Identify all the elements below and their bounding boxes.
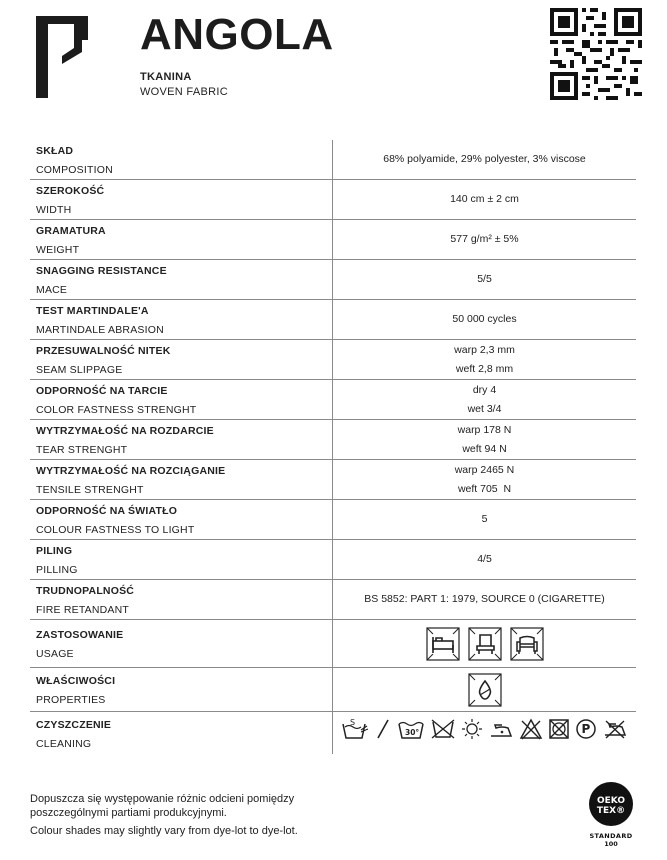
product-title: ANGOLA	[140, 10, 334, 59]
spec-value: 50 000 cycles	[452, 313, 517, 325]
spec-label-pl: PILING	[36, 545, 73, 557]
do-not-tumble-dry-icon	[430, 718, 456, 740]
do-not-machine-dry-icon	[548, 718, 570, 740]
brand-logo	[36, 16, 88, 98]
hand-wash-icon	[341, 718, 369, 740]
specification-table	[30, 140, 636, 754]
spec-label-en: MARTINDALE ABRASION	[36, 324, 164, 336]
spec-label-pl: TRUDNOPALNOŚĆ	[36, 585, 135, 597]
spec-label-en: MACE	[36, 284, 68, 296]
usage-icons	[426, 627, 544, 661]
oeko-standard: STANDARD	[589, 832, 633, 840]
spec-value: 68% polyamide, 29% polyester, 3% viscose	[383, 153, 586, 165]
spec-label-pl: WYTRZYMAŁOŚĆ NA ROZDARCIE	[36, 425, 214, 437]
oeko-standard-number: 100	[604, 840, 618, 848]
oeko-line-1: OEKO	[596, 796, 626, 806]
armchair-usage-icon	[510, 627, 544, 661]
spec-row-properties	[30, 668, 636, 712]
spec-row-tensile-strength	[30, 460, 636, 500]
spec-label-en: WIDTH	[36, 204, 72, 216]
spec-row-light-fastness	[30, 500, 636, 540]
spec-row-cleaning	[30, 712, 636, 754]
spec-label-en: PROPERTIES	[36, 694, 106, 706]
spec-value: 5/5	[477, 273, 492, 285]
spec-row-color-fastness	[30, 380, 636, 420]
spec-row-width	[30, 180, 636, 220]
spec-label-pl: PRZESUWALNOŚĆ NITEK	[36, 345, 171, 357]
spec-label-en: FIRE RETANDANT	[36, 604, 130, 616]
spec-label-en: CLEANING	[36, 738, 92, 750]
spec-label-en: SEAM SLIPPAGE	[36, 364, 123, 376]
product-type-pl: TKANINA	[140, 71, 192, 83]
spec-value: warp 178 N	[457, 423, 512, 436]
spec-label-pl: SZEROKOŚĆ	[36, 185, 105, 197]
spec-value: warp 2465 N	[454, 463, 515, 476]
spec-label-en: PILLING	[36, 564, 78, 576]
care-icons	[341, 718, 628, 740]
spec-row-tear-strength	[30, 420, 636, 460]
spec-value: weft 705 N	[457, 482, 512, 495]
property-icons	[468, 673, 502, 707]
spec-label-pl: SKŁAD	[36, 145, 74, 157]
spec-label-pl: CZYSZCZENIE	[36, 719, 112, 731]
wash-temperature: 30°	[405, 728, 420, 737]
spec-value: 5	[481, 513, 488, 525]
water-repellent-icon	[468, 673, 502, 707]
spec-value: weft 94 N	[462, 442, 507, 455]
color-variance-note-en: Colour shades may slightly vary from dye-lot to dye-lot.	[30, 825, 298, 837]
do-not-dry-clean-icon	[519, 718, 543, 740]
spec-label-en: WEIGHT	[36, 244, 80, 256]
do-not-bleach-icon	[374, 718, 392, 740]
bed-usage-icon	[426, 627, 460, 661]
qr-code	[550, 8, 642, 100]
spec-row-fire-retardant	[30, 580, 636, 620]
professional-clean-p-icon	[575, 718, 597, 740]
chair-usage-icon	[468, 627, 502, 661]
oeko-tex-badge	[586, 782, 636, 852]
spec-label-pl: ZASTOSOWANIE	[36, 629, 124, 641]
do-not-dry-in-sun-icon	[461, 718, 483, 740]
spec-label-pl: WŁAŚCIWOŚCI	[36, 675, 116, 687]
spec-label-pl: ODPORNOŚĆ NA TARCIE	[36, 385, 168, 397]
spec-value: BS 5852: PART 1: 1979, SOURCE 0 (CIGARETTE)	[364, 593, 605, 605]
spec-value: weft 2,8 mm	[455, 362, 514, 375]
spec-row-seam-slippage	[30, 340, 636, 380]
spec-row-pilling	[30, 540, 636, 580]
spec-label-pl: SNAGGING RESISTANCE	[36, 265, 167, 277]
spec-value: dry 4	[472, 383, 497, 396]
spec-value: 577 g/m² ± 5%	[450, 233, 519, 245]
spec-label-pl: WYTRZYMAŁOŚĆ NA ROZCIĄGANIE	[36, 465, 226, 477]
spec-value: warp 2,3 mm	[454, 343, 515, 356]
spec-value: 140 cm ± 2 cm	[450, 193, 519, 205]
iron-low-icon	[488, 718, 514, 740]
spec-value: 4/5	[477, 553, 492, 565]
spec-label-pl: TEST MARTINDALE'A	[36, 305, 149, 317]
spec-label-en: COLOR FASTNESS STRENGHT	[36, 404, 197, 416]
spec-row-martindale	[30, 300, 636, 340]
product-type-en: WOVEN FABRIC	[140, 86, 228, 98]
wash-30-icon	[397, 718, 425, 740]
spec-row-weight	[30, 220, 636, 260]
spec-label-en: TENSILE STRENGHT	[36, 484, 144, 496]
spec-value: wet 3/4	[467, 402, 502, 415]
spec-label-pl: GRAMATURA	[36, 225, 106, 237]
spec-row-usage	[30, 620, 636, 668]
pro-clean-letter: P	[581, 722, 591, 736]
spec-label-en: TEAR STRENGHT	[36, 444, 128, 456]
spec-label-en: COLOUR FASTNESS TO LIGHT	[36, 524, 195, 536]
spec-row-composition	[30, 140, 636, 180]
spec-row-snagging	[30, 260, 636, 300]
color-variance-note-pl: Dopuszcza się występowanie różnic odcieni pomiędzy poszczególnymi partiami produkcyjnymi.	[30, 793, 295, 819]
do-not-steam-icon	[602, 718, 628, 740]
hand-wash-label: S	[350, 718, 356, 727]
spec-label-pl: ODPORNOŚĆ NA ŚWIATŁO	[36, 505, 178, 517]
spec-label-en: USAGE	[36, 648, 74, 660]
oeko-line-2: TEX®	[596, 806, 626, 816]
spec-label-en: COMPOSITION	[36, 164, 113, 176]
